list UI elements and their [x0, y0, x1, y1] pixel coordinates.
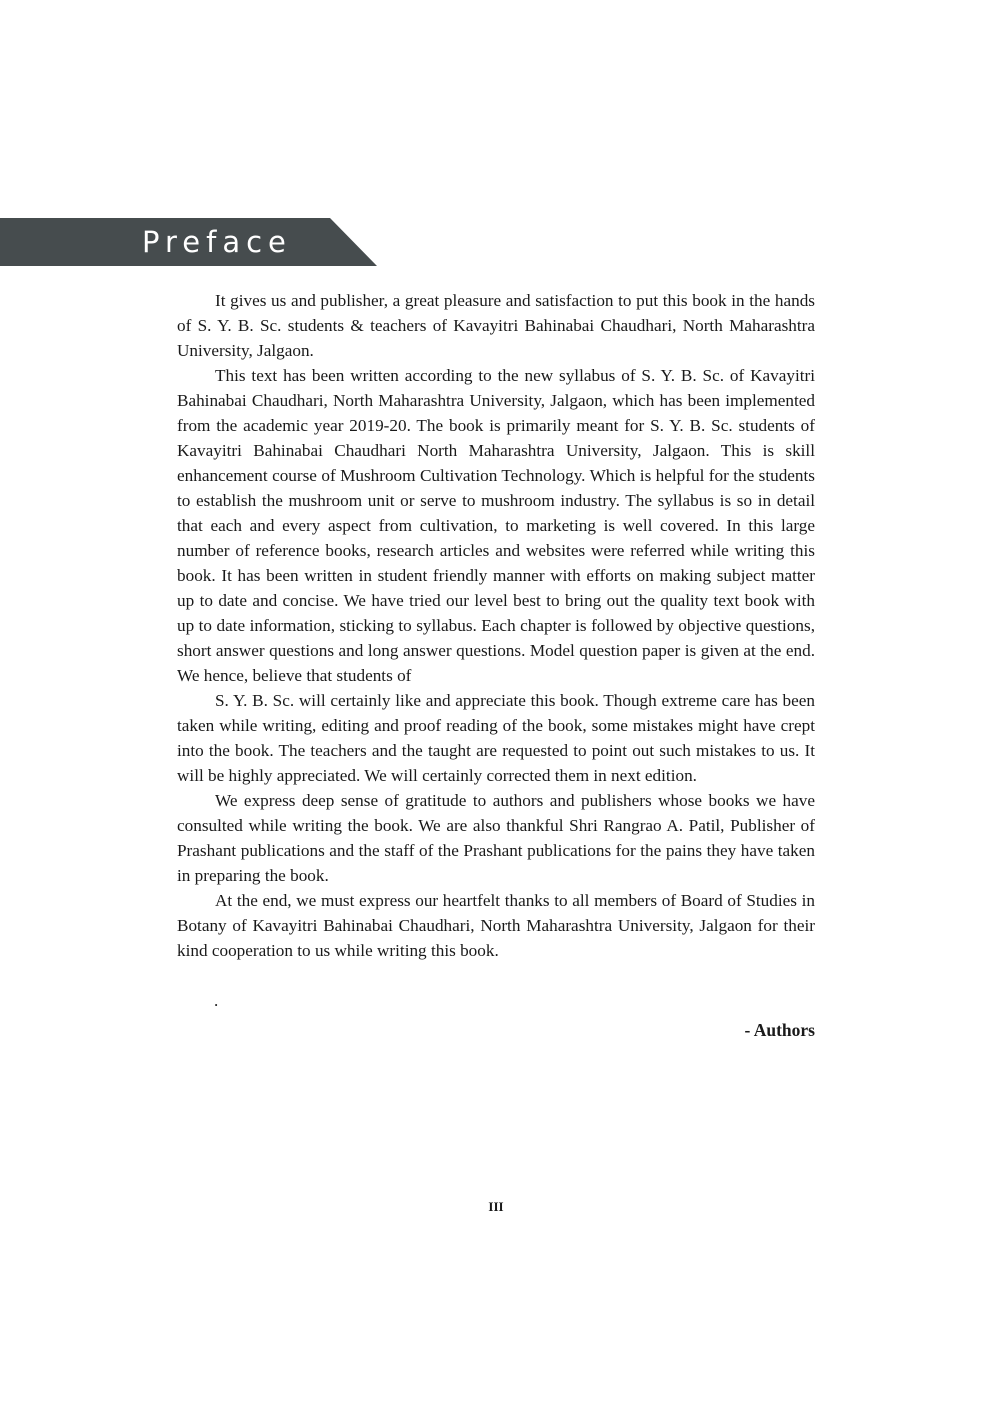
paragraph-5: At the end, we must express our heartfelt thanks to all members of Board of Studies in Botany of Kavayitri Bahinabai Chaudhari, North Maharashtra University, Jalgaon for their kind cooperation to us while writing this book. — [177, 891, 815, 960]
authors-signature: - Authors — [744, 1020, 815, 1040]
preface-body — [177, 288, 815, 963]
paragraph-3: S. Y. B. Sc. will certainly like and appreciate this book. Though extreme care has been taken while writing, editing and proof reading of the book, some mistakes might have crept into the book. The teachers and the taught are requested to point out such mistakes to us. It will be highly appreciated. We will certainly corrected them in next edition. — [177, 691, 815, 785]
paragraph-1: It gives us and publisher, a great pleasure and satisfaction to put this book in the hands of S. Y. B. Sc. students & teachers of Kavayitri Bahinabai Chaudhari, North Maharashtra University, Jalgaon. — [177, 291, 815, 360]
page-title: Preface — [142, 225, 292, 259]
stray-dot: . — [214, 991, 219, 1010]
page-number: III — [488, 1199, 504, 1214]
paragraph-2: This text has been written according to the new syllabus of S. Y. B. Sc. of Kavayitri Bahinabai Chaudhari, North Maharashtra University, Jalgaon, which has been implemented from the academic year 2019-20. The book is primarily meant for S. Y. B. Sc. students of Kavayitri Bahinabai Chaudhari North Maharashtra University, Jalgaon. This is skill enhancement course of Mushroom Cultivation Technology. Which is helpful for the students to establish the mushroom unit or serve to mushroom industry. The syllabus is so in detail that each and every aspect from cultivation, to marketing is well covered. In this large number of reference books, research articles and websites were referred while writing this book. It has been written in student friendly manner with efforts on making subject matter up to date and concise. We have tried our level best to bring out the quality text book with up to date information, sticking to syllabus. Each chapter is followed by objective questions, short answer questions and long answer questions. Model question paper is given at the end. We hence, believe that students of — [177, 366, 815, 685]
paragraph-4: We express deep sense of gratitude to authors and publishers whose books we have consulted while writing the book. We are also thankful Shri Rangrao A. Patil, Publisher of Prashant publications and the staff of the Prashant publications for the pains they have taken in preparing the book. — [177, 791, 815, 885]
